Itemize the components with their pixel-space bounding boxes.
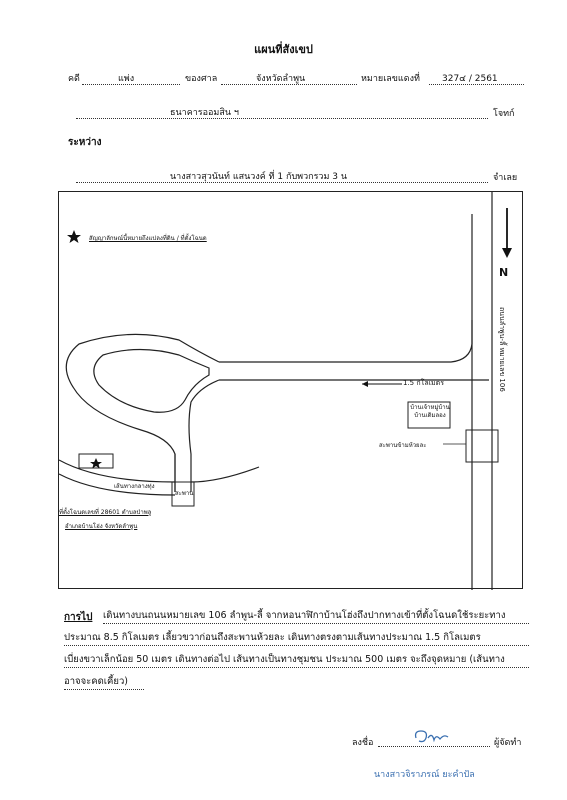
defendant-label: จำเลย [493, 173, 518, 183]
land-label-2: อำเภอบ้านโฮ่ง จังหวัดลำพูน [65, 523, 138, 530]
directions-label: การไป [64, 612, 93, 623]
case-label: คดี [68, 74, 80, 84]
plaintiff-label: โจทก์ [493, 109, 515, 119]
signature-mark [412, 728, 452, 746]
red-no-value: 327๔ / 2561 [442, 74, 498, 84]
signer-name: นางสาวจิราภรณ์ ยะคำปัล [374, 770, 475, 780]
sign-label: ลงชื่อ [352, 738, 374, 748]
north-label: N [499, 266, 509, 279]
house-label: บ้านเจ้าหมู่บ้าน บ้านเดิมลอง [410, 404, 450, 419]
bridge-left-label: สะพาน [175, 490, 194, 497]
highway-label: ถนนลำพูน-ลี้ หมายเลข 106 [498, 307, 506, 392]
court-label: ของศาล [185, 74, 218, 84]
directions-line-2: ประมาณ 8.5 กิโลเมตร เลี้ยวขวาก่อนถึงสะพานห้วยละ เดินทางตรงตามเส้นทางประมาณ 1.5 กิโลเมตร [64, 632, 481, 643]
role-label: ผู้จัดทำ [494, 738, 522, 748]
between-label: ระหว่าง [68, 137, 102, 148]
land-label-1: ที่ตั้งโฉนดเลขที่ 28601 ตำบลป่าพลู [59, 509, 152, 516]
legend-text: สัญญาลักษณ์นี้หมายถึงแปลงที่ดิน / ที่ตั้งโฉนด [89, 235, 207, 242]
road-left-label: เส้นทางกลางทุ่ง [114, 483, 155, 490]
court-name: จังหวัดลำพูน [256, 74, 306, 84]
directions-line-1: เดินทางบนถนนหมายเลข 106 ลำพูน-ลี้ จากหอนาฬิกาบ้านโฮ่งถึงปากทางเข้าที่ตั้งโฉนดใช้ระยะทาง [103, 610, 506, 621]
directions-line-4: อาจจะคดเคี้ยว) [64, 676, 129, 687]
bridge-right-label: สะพานข้ามห้วยละ [379, 442, 427, 449]
page-title: แผนที่สังเขป [254, 43, 313, 56]
distance-label: 1.5 กิโลเมตร [403, 379, 444, 387]
plaintiff-name: ธนาคารออมสิน ฯ [170, 108, 239, 118]
case-type: แพ่ง [118, 74, 135, 84]
directions-line-3: เบี่ยงขวาเล็กน้อย 50 เมตร เดินทางต่อไป เส้นทางเป็นทางชุมชน ประมาณ 500 เมตร จะถึงจุดหมาย (เส้นทาง [64, 654, 505, 665]
defendant-name: นางสาวสุวนันท์ แสนวงค์ ที่ 1 กับพวกรวม 3 น [170, 172, 348, 182]
red-no-label: หมายเลขแดงที่ [361, 74, 420, 84]
map-frame [58, 191, 523, 589]
